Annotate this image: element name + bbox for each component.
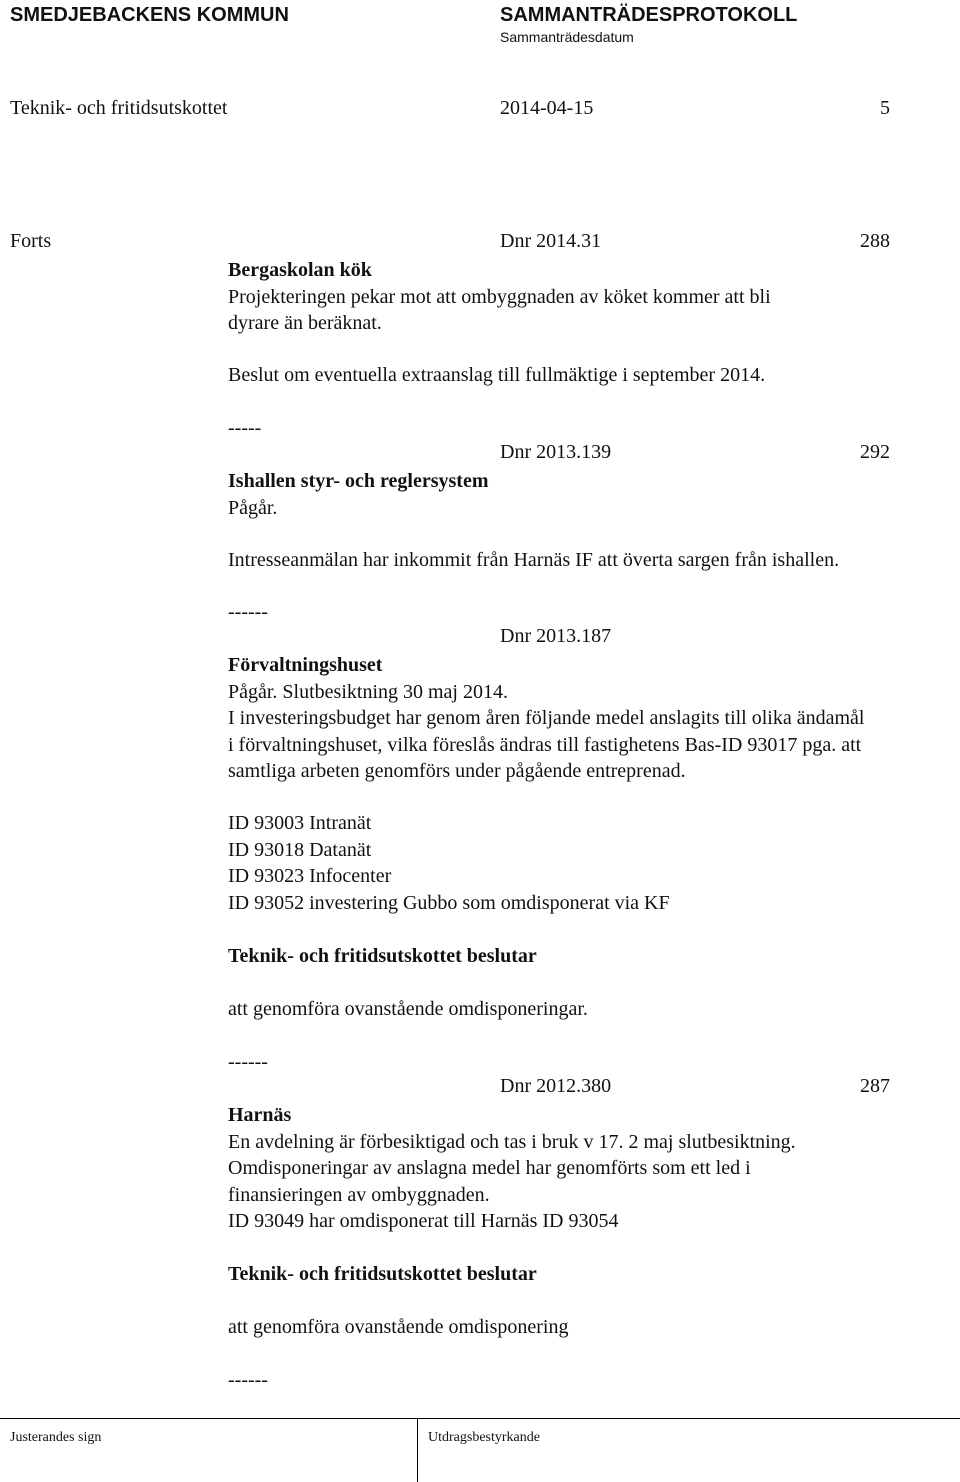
body-line: Projekteringen pekar mot att ombyggnaden av köket kommer att bli bbox=[228, 285, 771, 308]
body-line: En avdelning är förbesiktigad och tas i bruk v 17. 2 maj slutbesiktning. bbox=[228, 1130, 796, 1153]
id-item: ID 93018 Datanät bbox=[228, 838, 372, 861]
section-title: Ishallen styr- och reglersystem bbox=[228, 470, 489, 492]
section-title: Bergaskolan kök bbox=[228, 259, 372, 281]
body-line: ID 93049 har omdisponerat till Harnäs ID 93054 bbox=[228, 1210, 619, 1232]
dnr-2013-139: Dnr 2013.139 bbox=[500, 441, 612, 463]
section-harnas bbox=[228, 1102, 796, 1235]
committee-name: Teknik- och fritidsutskottet bbox=[10, 97, 228, 119]
date-label: Sammanträdesdatum bbox=[500, 29, 634, 45]
body-line: I investeringsbudget har genom åren följande medel anslagits till olika ändamål bbox=[228, 707, 865, 729]
separator: ------ bbox=[228, 1051, 268, 1073]
separator: ------ bbox=[228, 601, 268, 623]
org-name: SMEDJEBACKENS KOMMUN bbox=[10, 4, 289, 26]
certification-label: Utdragsbestyrkande bbox=[428, 1430, 540, 1445]
section-bergaskolan bbox=[228, 257, 771, 337]
status-line: Pågår. bbox=[228, 496, 278, 519]
dnr-2013-187: Dnr 2013.187 bbox=[500, 625, 612, 647]
dnr-2012-380: Dnr 2012.380 bbox=[500, 1075, 612, 1097]
body-line: Pågår. Slutbesiktning 30 maj 2014. bbox=[228, 680, 508, 703]
meeting-date: 2014-04-15 bbox=[500, 97, 594, 119]
section-ishallen bbox=[228, 468, 489, 521]
dnr-2014-31: Dnr 2014.31 bbox=[500, 230, 602, 252]
decision-heading: Teknik- och fritidsutskottet beslutar bbox=[228, 945, 537, 967]
body-line: samtliga arbeten genomförs under pågående entreprenad. bbox=[228, 760, 686, 782]
signature-label: Justerandes sign bbox=[10, 1430, 102, 1445]
id-item: ID 93003 Intranät bbox=[228, 812, 372, 834]
separator: ------ bbox=[228, 1369, 268, 1391]
id-list bbox=[228, 810, 670, 916]
decision-line: Beslut om eventuella extraanslag till fullmäktige i september 2014. bbox=[228, 364, 766, 386]
decision-text: att genomföra ovanstående omdisponeringar. bbox=[228, 998, 588, 1020]
decision-text: att genomföra ovanstående omdisponering bbox=[228, 1316, 569, 1338]
paragraph-number-288: 288 bbox=[860, 230, 890, 252]
id-item: ID 93052 investering Gubbo som omdisponerat via KF bbox=[228, 891, 670, 914]
body-line: Omdisponeringar av anslagna medel har genomförts som ett led i bbox=[228, 1157, 751, 1179]
forts-label: Forts bbox=[10, 230, 52, 252]
section-title: Harnäs bbox=[228, 1104, 292, 1126]
decision-heading: Teknik- och fritidsutskottet beslutar bbox=[228, 1263, 537, 1285]
body-line: finansieringen av ombyggnaden. bbox=[228, 1183, 490, 1206]
document-type: SAMMANTRÄDESPROTOKOLL bbox=[500, 4, 798, 26]
section-forvaltningshuset bbox=[228, 652, 864, 785]
page-number: 5 bbox=[880, 97, 890, 119]
paragraph-number-287: 287 bbox=[860, 1075, 890, 1097]
footer-divider bbox=[0, 1418, 960, 1419]
body-line: i förvaltningshuset, vilka föreslås ändras till fastighetens Bas-ID 93017 pga. att bbox=[228, 733, 862, 756]
section-title: Förvaltningshuset bbox=[228, 654, 383, 676]
paragraph-number-292: 292 bbox=[860, 441, 890, 463]
footer-column-divider bbox=[417, 1418, 418, 1482]
body-text: Intresseanmälan har inkommit från Harnäs IF att överta sargen från ishallen. bbox=[228, 549, 840, 571]
separator: ----- bbox=[228, 417, 262, 439]
body-line: dyrare än beräknat. bbox=[228, 312, 382, 334]
id-item: ID 93023 Infocenter bbox=[228, 865, 392, 887]
